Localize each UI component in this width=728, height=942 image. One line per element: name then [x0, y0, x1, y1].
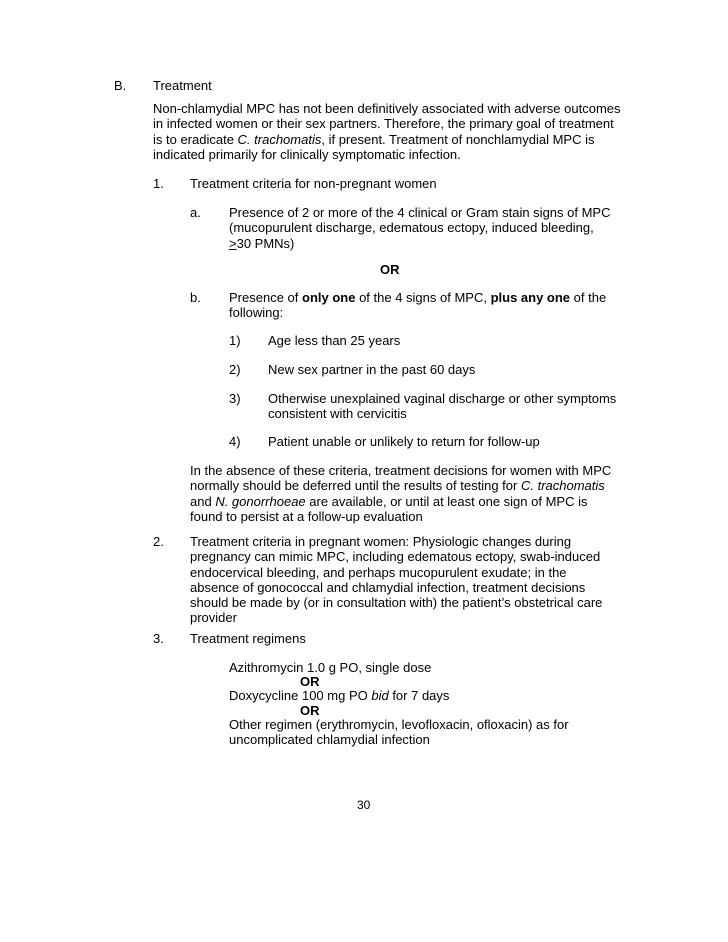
regimen-line: Azithromycin 1.0 g PO, single dose [229, 660, 432, 675]
absence-line: In the absence of these criteria, treatment decisions for women with MPC [190, 463, 612, 478]
absence-line: found to persist at a follow-up evaluation [190, 508, 423, 524]
criterion-line: (mucopurulent discharge, edematous ectopy, induced bleeding, [229, 220, 594, 236]
or-separator: OR [300, 703, 320, 718]
regimen-paragraph [229, 717, 569, 748]
item2-paragraph [190, 534, 602, 626]
subitem-text: New sex partner in the past 60 days [268, 362, 476, 377]
absence-line: normally should be deferred until the results of testing for C. trachomatis [190, 478, 605, 494]
item-number: 2. [153, 534, 164, 549]
section-marker: B. [114, 78, 127, 93]
item2-line: absence of gonococcal and chlamydial infection, treatment decisions [190, 579, 586, 595]
absence-paragraph [190, 463, 611, 524]
page-number: 30 [357, 798, 371, 812]
intro-line: indicated primarily for clinically symptomatic infection. [153, 146, 461, 162]
organism-name: C. trachomatis [520, 478, 605, 494]
item2-line: pregnancy can mimic MPC, including edematous ectopy, swab-induced [190, 549, 601, 565]
subitem-text: Age less than 25 years [268, 333, 401, 348]
intro-line: in infected women or their sex partners. Therefore, the primary goal of treatment [153, 116, 614, 132]
absence-line: and N. gonorrhoeae are available, or until at least one sign of MPC is [190, 493, 588, 509]
regimen-line: Doxycycline 100 mg PO bid for 7 days [229, 688, 450, 703]
criterion-line: Presence of 2 or more of the 4 clinical or Gram stain signs of MPC [229, 205, 611, 220]
subitem-number: 4) [229, 434, 241, 449]
regimen-line: Other regimen (erythromycin, levofloxacin, ofloxacin) as for [229, 717, 569, 732]
regimen-line: uncomplicated chlamydial infection [229, 732, 430, 748]
item-number: 3. [153, 631, 164, 646]
subitem-line: Otherwise unexplained vaginal discharge or other symptoms [268, 391, 617, 406]
intro-line: is to eradicate C. trachomatis, if present. Treatment of nonchlamydial MPC is [153, 131, 595, 147]
organism-name: C. trachomatis [237, 131, 322, 147]
subitem-number: 2) [229, 362, 241, 377]
subitem-marker: b. [190, 290, 201, 305]
organism-name: N. gonorrhoeae [215, 493, 306, 509]
criterion-line: following: [229, 305, 284, 321]
intro-paragraph [153, 101, 621, 162]
criterion-line: Presence of only one of the 4 signs of MPC, plus any one of the [229, 290, 607, 305]
criterion-b [229, 290, 606, 321]
item2-line: endocervical bleeding, and perhaps mucopurulent exudate; in the [190, 564, 567, 580]
item2-line: provider [190, 610, 237, 626]
criterion-line: >30 PMNs) [229, 235, 295, 251]
section-title: Treatment [153, 78, 212, 93]
subitem-text [268, 391, 616, 422]
subitem-number: 1) [229, 333, 241, 348]
or-separator: OR [300, 674, 320, 689]
subitem-number: 3) [229, 391, 241, 406]
item-number: 1. [153, 176, 164, 191]
item2-line: should be made by (or in consultation with) the patient’s obstetrical care [190, 595, 603, 611]
item-title: Treatment criteria for non-pregnant women [190, 176, 437, 191]
intro-line: Non-chlamydial MPC has not been definitively associated with adverse outcomes [153, 101, 621, 116]
item2-line: Treatment criteria in pregnant women: Physiologic changes during [190, 534, 572, 549]
subitem-text: Patient unable or unlikely to return for follow-up [268, 434, 540, 449]
or-separator: OR [380, 262, 400, 277]
subitem-marker: a. [190, 205, 201, 220]
subitem-line: consistent with cervicitis [268, 406, 407, 422]
item-title: Treatment regimens [190, 631, 306, 646]
criterion-a [229, 205, 611, 251]
